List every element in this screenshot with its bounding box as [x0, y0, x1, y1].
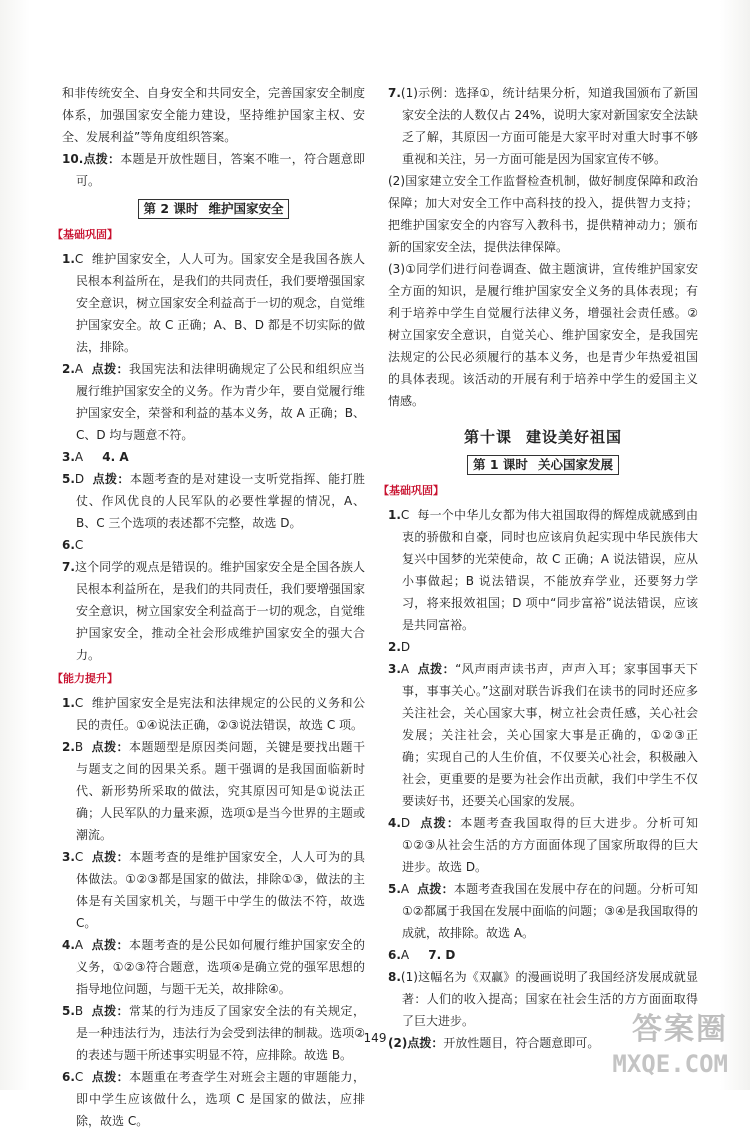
item-text: 本题考查的是对建设一支听党指挥、能打胜仗、作风优良的人民军队的必要性掌握的情况，A、B、C 三个选项的表述都不完整，故选 D。: [76, 472, 365, 530]
item-answer: C: [74, 850, 84, 864]
item-number: 4.: [388, 816, 401, 830]
item-answer: C: [74, 252, 84, 266]
right-column: [378, 82, 698, 1054]
item-answer: D: [400, 816, 411, 830]
item-answer: B: [74, 740, 84, 754]
section-tag: 【基础巩固】: [52, 228, 118, 241]
item-number: 5.: [62, 472, 75, 486]
answer-item: [388, 82, 698, 170]
watermark-url: MXQE.COM: [612, 1050, 728, 1078]
answer-item: [62, 846, 365, 934]
item-number: 7.: [388, 86, 401, 100]
item-number: 5.: [62, 1004, 75, 1018]
item-text: (1)这幅名为《双赢》的漫画说明了我国经济发展成就显著：人们的收入提高；国家在社会生活的方方面面取得了巨大进步。: [400, 970, 698, 1028]
item-text: 本题考查的是维护国家安全，人人可为的具体做法。①②③都是国家的做法，排除①③，做法的主体是有关国家机关，与题干中学生的做法不符，故选 C。: [76, 850, 365, 930]
item-text: 本题是开放性题目，答案不唯一，符合题意即可。: [76, 152, 365, 188]
item-text: (1)示例：选择①，统计结果分析，知道我国颁布了新国家安全法的人数仅占 24%，说明大家对新国家安全法缺乏了解，其原因一方面可能是大家平时对重大时事不够重视和关注，另一方面可能是因为国家宣传不够。: [400, 86, 698, 166]
item-text: 维护国家安全，人人可为。国家安全是我国各族人民根本利益所在，是我们的共同责任，我们要增强国家安全意识，树立国家安全利益高于一切的观念，自觉维护国家安全。故 C 正确；A、B、D 都是不切实际的做法，排除。: [76, 252, 365, 354]
page-number: 149: [363, 1031, 387, 1045]
item-text: 每一个中华儿女都为伟大祖国取得的辉煌成就感到由衷的骄傲和自豪，同时也应该肩负起实现中华民族伟大复兴中国梦的光荣使命，故 C 正确；A 说法错误，应从小事做起；B 说法错误，不能放弃学业，还要努力学习，将来报效祖国；D 项中“同步富裕”说法错误，应该是共同富裕。: [402, 508, 698, 632]
answer-item: [388, 878, 698, 944]
item-number: 2.: [388, 640, 401, 654]
lesson-title: 关心国家发展: [537, 457, 613, 472]
item-text: 这个同学的观点是错误的。维护国家安全是全国各族人民根本利益所在，是我们的共同责任，我们要增强国家安全意识，树立国家安全利益高于一切的观念，自觉维护国家安全，推动全社会形成维护国家安全的强大合力。: [74, 560, 365, 662]
answer-item: [388, 944, 698, 966]
item-text: 本题重在考查学生对班会主题的审题能力，即中学生应该做什么，选项 C 是国家的做法，应排除，故选 C。: [76, 1070, 365, 1128]
lesson-title: 维护国家安全: [208, 201, 284, 216]
lesson-heading: [388, 454, 698, 476]
item-number: 8.: [388, 970, 401, 984]
item-answer: A: [74, 450, 84, 464]
answer-item: [62, 736, 365, 846]
answer-item: [62, 148, 365, 192]
chapter-name: 建设美好祖国: [526, 428, 623, 446]
item-extra: 7. D: [428, 948, 456, 962]
hint-label: 点拨：: [420, 816, 461, 830]
answer-item: [62, 934, 365, 1000]
lesson-heading: [62, 198, 365, 220]
item-answer: C: [74, 696, 84, 710]
item-text: 本题题型是原因类问题，关键是要找出题干与题支之间的因果关系。题干强调的是我国面临新时代、新形势所采取的做法，究其原因可知是①说法正确；人民军队的力量来源，选项①是当今世界的主题或潮流。: [76, 740, 365, 842]
item-text: 和非传统安全、自身安全和共同安全，完善国家安全制度体系，加强国家安全能力建设，坚持维护国家主权、安全、发展利益”等角度组织答案。: [62, 86, 365, 144]
hint-label: 点拨：: [91, 362, 129, 376]
item-answer: C: [74, 538, 84, 552]
item-text: “风声雨声读书声，声声入耳；家事国事天下事，事事关心。”这副对联告诉我们在读书的同时还应多关注社会，关心国家大事，树立社会责任感，关心社会发展；关注社会，关心国家大事是正确的，①②③正确；实现自己的人生价值，不仅要关心社会，积极融入社会，更重要的是要为社会作出贡献，我们中学生不仅要读好书，还要关心国家的发展。: [402, 662, 698, 808]
item-text: 维护国家安全是宪法和法律规定的公民的义务和公民的责任。①④说法正确，②③说法错误，故选 C 项。: [76, 696, 365, 732]
item-answer: A: [400, 882, 410, 896]
item-answer: B: [74, 1004, 84, 1018]
answer-item: [62, 534, 365, 556]
hint-label: 点拨：: [417, 662, 456, 676]
answer-item: [62, 248, 365, 358]
item-text: (2)国家建立安全工作监督检查机制，做好制度保障和政治保障；加大对安全工作中高科技的投入，提供智力支持；把维护国家安全的内容写入教科书，提供精神动力；颁布新的国家安全法，提供法律保障。: [388, 174, 698, 254]
hint-label: 点拨：: [417, 882, 454, 896]
item-number: 1.: [62, 252, 75, 266]
section-tag: 【基础巩固】: [378, 484, 444, 497]
item-text: 我国宪法和法律明确规定了公民和组织应当履行维护国家安全的义务。作为青少年，要自觉履行维护国家安全，荣誉和利益的基本义务，故 A 正确；B、C、D 均与题意不符。: [76, 362, 365, 442]
hint-label: (2)点拨：: [388, 1036, 444, 1050]
item-answer: A: [400, 948, 410, 962]
item-text: 开放性题目，符合题意即可。: [443, 1036, 600, 1050]
answer-item: [388, 636, 698, 658]
item-number: 6.: [62, 1070, 75, 1084]
answer-item: [388, 658, 698, 812]
item-number: 10.: [62, 152, 84, 166]
hint-label: 点拨：: [91, 1070, 130, 1084]
left-column: [52, 82, 365, 1132]
answer-item: [62, 692, 365, 736]
lesson-title-box: [138, 199, 290, 219]
answer-item: [62, 556, 365, 666]
item-answer: C: [400, 508, 410, 522]
item-number: 2.: [62, 740, 75, 754]
answer-item: [388, 504, 698, 636]
chapter-title: [388, 426, 698, 448]
lesson-period: 第 2 课时: [143, 201, 199, 216]
item-text: 常某的行为违反了国家安全法的有关规定，是一种违法行为，违法行为会受到法律的制裁。选项②的表述与题干所述事实明显不符，应排除。故选 B。: [76, 1004, 365, 1062]
item-extra: 4. A: [102, 450, 129, 464]
item-number: 3.: [388, 662, 401, 676]
answer-item: [62, 1066, 365, 1132]
item-number: 3.: [62, 850, 75, 864]
item-text: (3)①同学们进行问卷调查、做主题演讲，宣传维护国家安全方面的知识，是履行维护国家安全义务的具体表现；有利于培养中学生自觉履行法律义务，增强社会责任感。②树立国家安全意识，自觉关心、维护国家安全，是我国宪法规定的公民必须履行的基本义务，也是青少年热爱祖国的具体表现。该活动的开展有利于培养中学生的爱国主义情感。: [388, 262, 698, 408]
item-number: 5.: [388, 882, 401, 896]
lesson-title-box: [467, 455, 619, 475]
lesson-period: 第 1 课时: [473, 457, 528, 472]
item-number: 4.: [62, 938, 75, 952]
item-text: 本题考查的是公民如何履行维护国家安全的义务，①②③符合题意，选项④是确立党的强军思想的指导地位问题，与题干无关，故排除④。: [76, 938, 365, 996]
section-tag: 【能力提升】: [52, 672, 118, 685]
answer-paragraph: [62, 82, 365, 148]
item-answer: D: [74, 472, 85, 486]
item-answer: D: [400, 640, 411, 654]
chapter-number: 第十课: [463, 428, 512, 446]
item-answer: A: [74, 938, 84, 952]
hint-label: 点拨：: [91, 850, 130, 864]
answer-paragraph: [388, 170, 698, 258]
watermark-logo-text: 答案圈: [632, 1012, 728, 1047]
item-number: 2.: [62, 362, 75, 376]
item-answer: C: [74, 1070, 84, 1084]
item-text: 本题考查我国取得的巨大进步。分析可知①②③从社会生活的方方面面体现了国家所取得的巨大进步。故选 D。: [402, 816, 698, 874]
hint-label: 点拨：: [91, 1004, 129, 1018]
answer-item: [62, 358, 365, 446]
item-number: 7.: [62, 560, 75, 574]
item-number: 6.: [62, 538, 75, 552]
hint-label: 点拨：: [91, 740, 129, 754]
item-answer: A: [74, 362, 84, 376]
hint-label: 点拨：: [91, 938, 129, 952]
answer-item: [388, 812, 698, 878]
item-number: 1.: [388, 508, 401, 522]
item-number: 1.: [62, 696, 75, 710]
item-number: 3.: [62, 450, 75, 464]
item-number: 6.: [388, 948, 401, 962]
hint-label: 点拨：: [92, 472, 130, 486]
item-answer: A: [400, 662, 410, 676]
answer-item: [62, 446, 365, 468]
hint-label: 点拨：: [83, 152, 121, 166]
item-text: 本题考查我国在发展中存在的问题。分析可知①②都属于我国在发展中面临的问题；③④是我国取得的成就，故排除。故选 A。: [402, 882, 698, 940]
answer-item: [62, 468, 365, 534]
answer-paragraph: [388, 258, 698, 412]
